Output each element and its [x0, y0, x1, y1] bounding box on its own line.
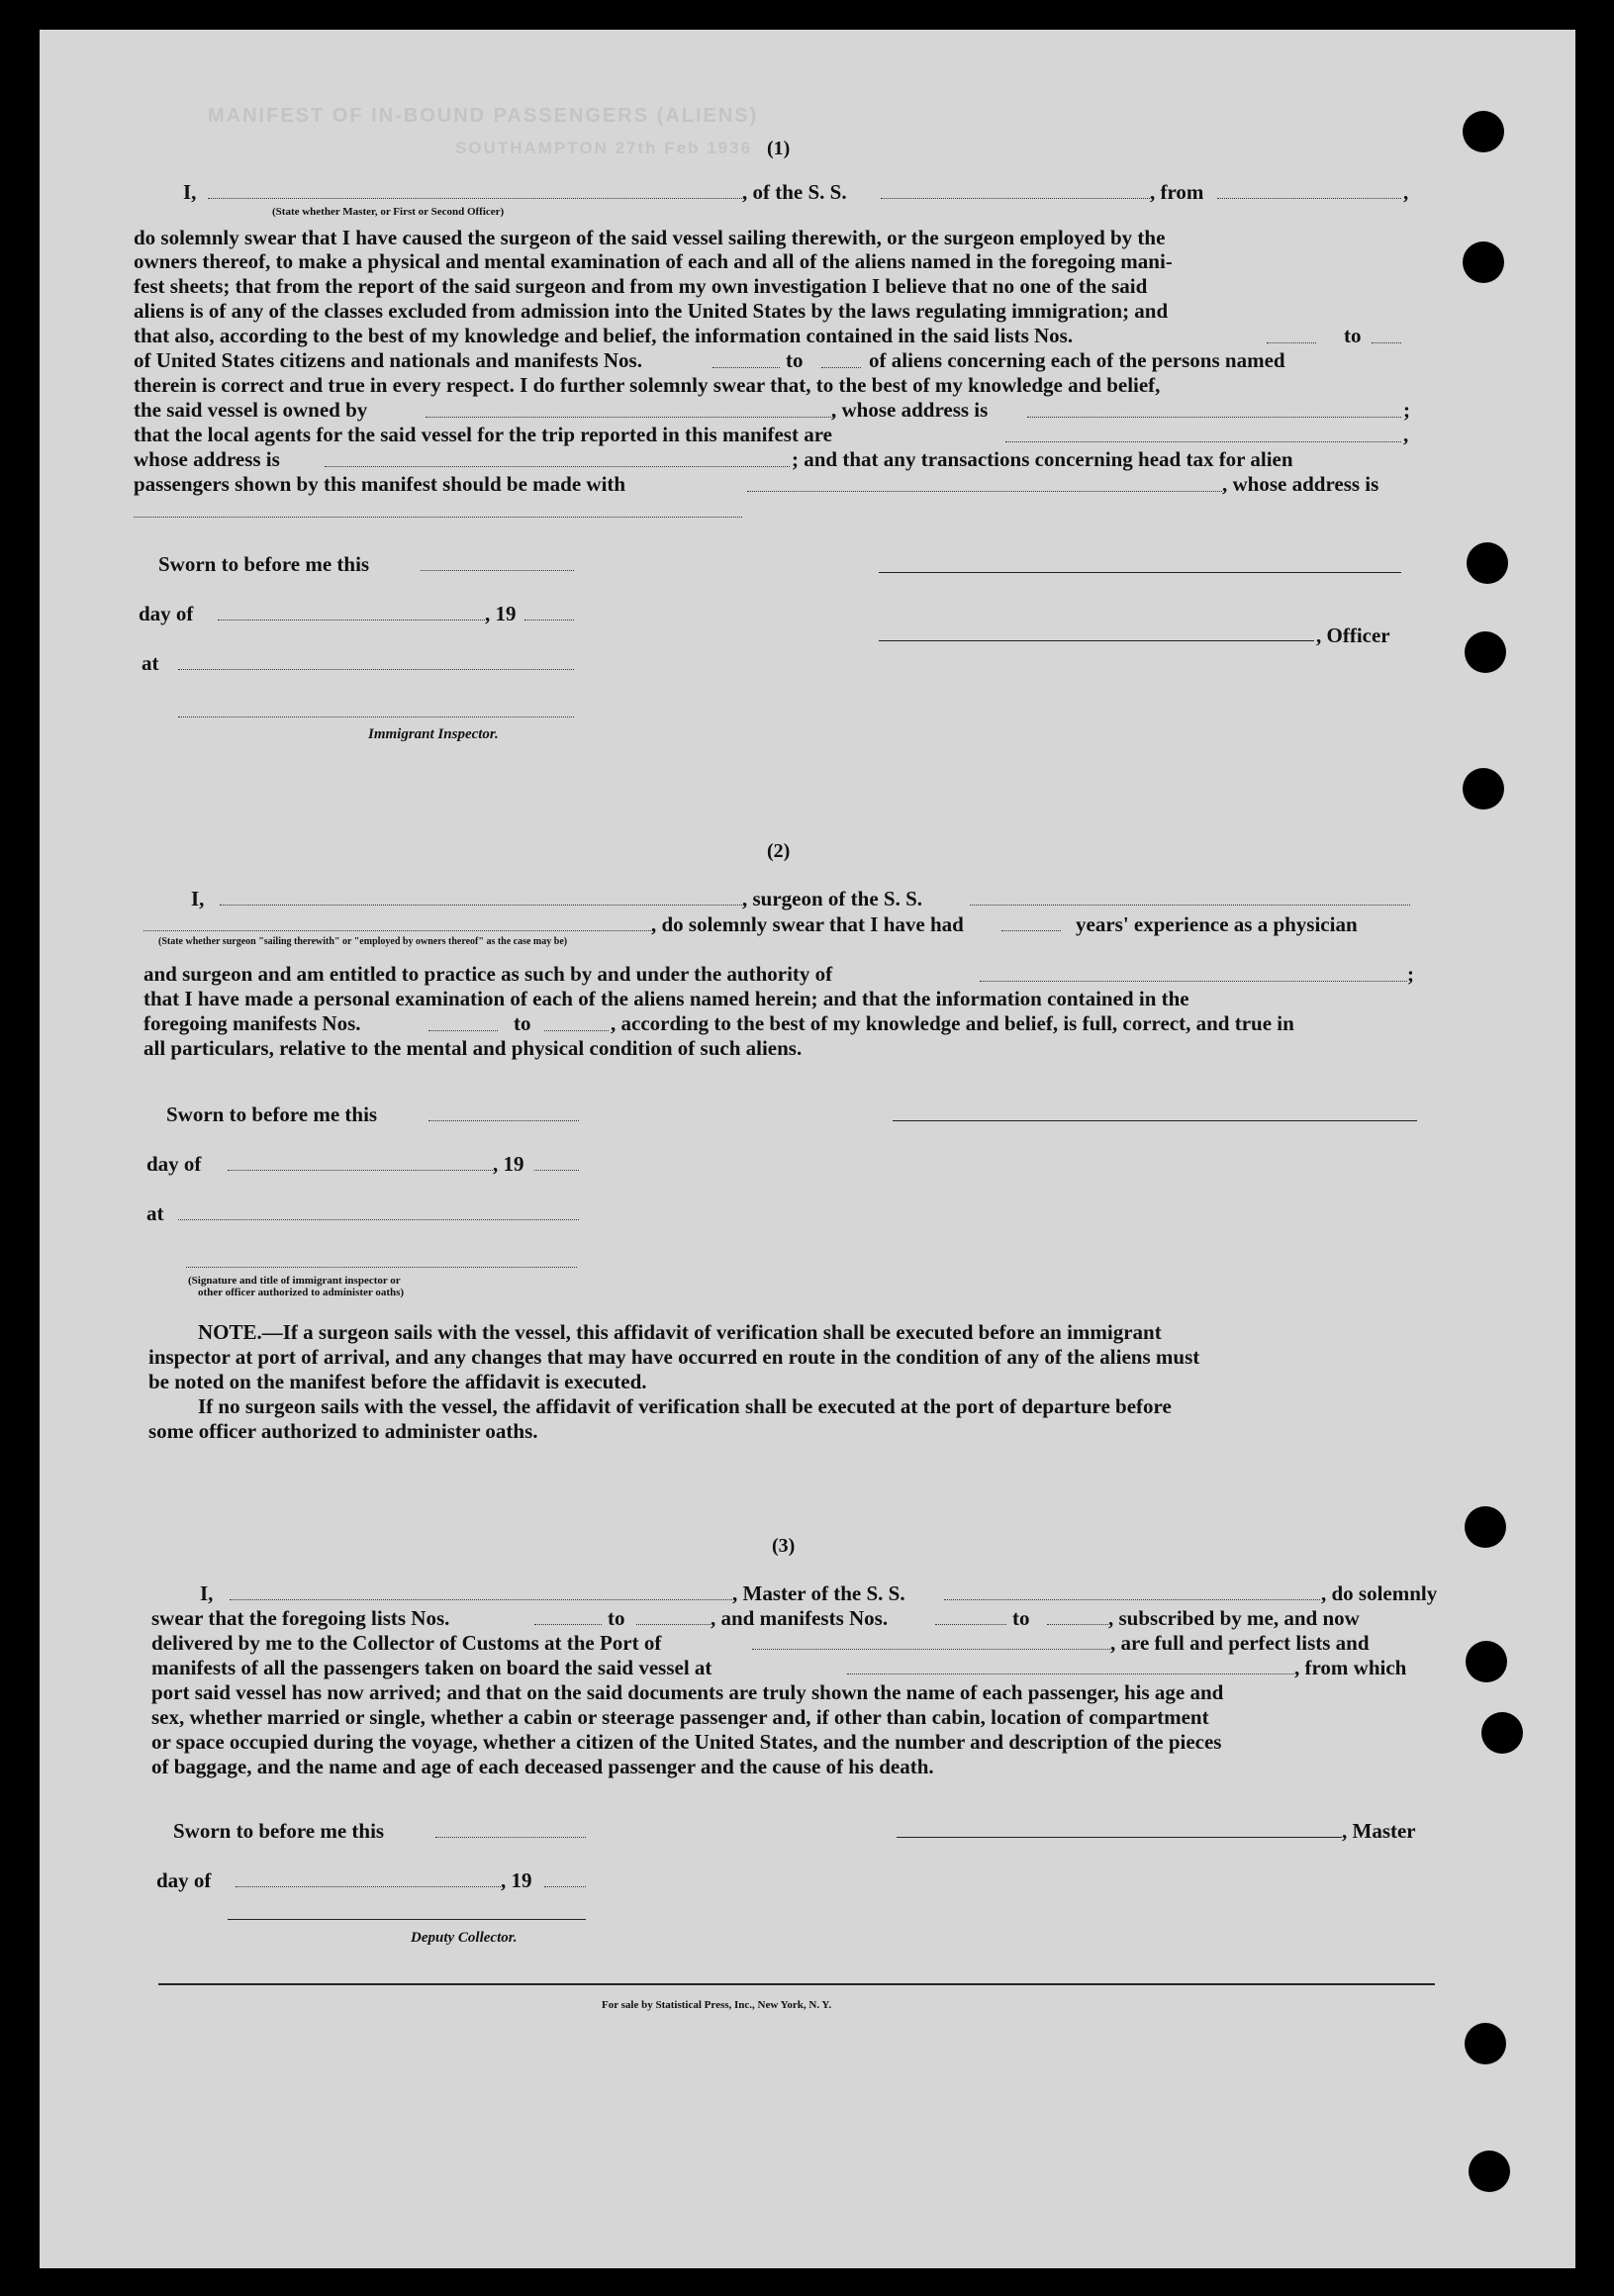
s1-headtax-address-field[interactable] — [134, 517, 742, 518]
s2-line5a: foregoing manifests Nos. — [143, 1011, 361, 1035]
s1-from-field[interactable] — [1217, 198, 1401, 199]
s1-line7b: to — [786, 348, 804, 372]
s2-surgeon-type-field[interactable] — [143, 930, 653, 931]
s3-lists-to-field[interactable] — [636, 1624, 711, 1625]
s1-line11a: whose address is — [134, 447, 280, 471]
s2-note-5: some officer authorized to administer oaths. — [148, 1419, 538, 1443]
s2-line2b: years' experience as a physician — [1076, 912, 1358, 936]
s3-line2c: , and manifests Nos. — [711, 1606, 889, 1630]
s3-day-field[interactable] — [236, 1886, 501, 1887]
s3-manifests-to-field[interactable] — [1047, 1624, 1108, 1625]
s1-day-field[interactable] — [218, 620, 485, 621]
punch-hole — [1465, 2023, 1506, 2064]
s2-years-field[interactable] — [1001, 930, 1061, 931]
s3-line2e: , subscribed by me, and now — [1108, 1606, 1360, 1630]
s1-owner-field[interactable] — [426, 417, 833, 418]
s1-manifests-from-field[interactable] — [712, 367, 780, 368]
s1-line1-i: I, — [183, 180, 197, 204]
s2-vessel-field[interactable] — [970, 905, 1410, 906]
s1-day-label: day of — [139, 602, 194, 625]
s2-note-4: If no surgeon sails with the vessel, the affidavit of verification shall be executed at the port of departure before — [198, 1394, 1172, 1418]
s3-line8: of baggage, and the name and age of each deceased passenger and the cause of his death. — [151, 1755, 934, 1778]
s3-master-signature-line[interactable] — [897, 1837, 1342, 1838]
s3-master-name-field[interactable] — [230, 1599, 732, 1600]
s1-year-field[interactable] — [524, 620, 574, 621]
s2-line5b: to — [514, 1011, 531, 1035]
s1-lists-to-field[interactable] — [1372, 342, 1401, 343]
s3-line3a: delivered by me to the Collector of Customs at the Port of — [151, 1631, 662, 1655]
bleed-through-port: SOUTHAMPTON 27th Feb 1936 — [455, 139, 753, 157]
s1-line8: therein is correct and true in every respect. I do further solemnly swear that, to the best of my knowledge and belief, — [134, 373, 1161, 397]
s2-note-3: be noted on the manifest before the affidavit is executed. — [148, 1370, 647, 1393]
punch-hole — [1463, 241, 1504, 283]
s2-manifests-to-field[interactable] — [544, 1030, 609, 1031]
section-3-number: (3) — [772, 1535, 796, 1557]
s2-authority-field[interactable] — [980, 981, 1407, 982]
s1-line6a: that also, according to the best of my knowledge and belief, the information contained in the said lists Nos. — [134, 324, 1074, 347]
s3-deputy-label: Deputy Collector. — [411, 1930, 518, 1946]
s1-line5: aliens is of any of the classes excluded from admission into the United States by the laws regulating immigration; and — [134, 299, 1169, 323]
s2-line2a: , do solemnly swear that I have had — [651, 912, 964, 936]
s1-at-label: at — [142, 651, 159, 675]
s1-officer-name-line[interactable] — [879, 640, 1314, 641]
s1-line1-ss: , of the S. S. — [742, 180, 847, 204]
punch-hole — [1466, 1641, 1507, 1682]
s2-sworn-label: Sworn to before me this — [166, 1102, 378, 1126]
s1-manifests-to-field[interactable] — [821, 367, 861, 368]
s2-year-label: , 19 — [493, 1152, 524, 1176]
s3-line5: port said vessel has now arrived; and that on the said documents are truly shown the name of each passenger, his age and — [151, 1680, 1224, 1704]
s3-line1a: I, — [200, 1581, 214, 1605]
s3-line4a: manifests of all the passengers taken on board the said vessel at — [151, 1656, 712, 1679]
s3-line7: or space occupied during the voyage, whether a citizen of the United States, and the number and description of the pieces — [151, 1730, 1222, 1754]
s3-line2d: to — [1012, 1606, 1030, 1630]
s1-line10a: that the local agents for the said vessel for the trip reported in this manifest are — [134, 423, 832, 446]
section-2-number: (2) — [767, 840, 791, 862]
punch-hole — [1463, 111, 1504, 152]
s2-sworn-field[interactable] — [428, 1120, 579, 1121]
s2-day-field[interactable] — [228, 1170, 493, 1171]
s3-vessel-field[interactable] — [944, 1599, 1320, 1600]
s1-line6b: to — [1344, 324, 1362, 347]
s1-line4: fest sheets; that from the report of the said surgeon and from my own investigation I believe that no one of the said — [134, 274, 1148, 298]
s1-line1-comma: , — [1403, 180, 1409, 204]
s1-line9b: , whose address is — [831, 398, 989, 422]
s2-day-label: day of — [146, 1152, 202, 1176]
punch-hole — [1465, 631, 1506, 673]
s2-at-field[interactable] — [178, 1219, 579, 1220]
s2-line1b: , surgeon of the S. S. — [742, 887, 923, 910]
s3-manifests-from-field[interactable] — [935, 1624, 1006, 1625]
s3-year-field[interactable] — [544, 1886, 586, 1887]
s3-day-label: day of — [156, 1868, 212, 1892]
s3-line6: sex, whether married or single, whether a cabin or steerage passenger and, if other than cabin, location of compartment — [151, 1705, 1209, 1729]
s3-line2b: to — [608, 1606, 625, 1630]
s1-officer-note: (State whether Master, or First or Second Officer) — [272, 206, 505, 218]
s1-line12a: passengers shown by this manifest should be made with — [134, 472, 626, 496]
s1-line9a: the said vessel is owned by — [134, 398, 368, 422]
s2-surgeon-signature-line[interactable] — [893, 1120, 1417, 1121]
punch-hole — [1469, 2151, 1510, 2192]
s1-agents-field[interactable] — [1005, 441, 1401, 442]
document-page — [40, 30, 1575, 2268]
s2-officer-signature-field[interactable] — [186, 1267, 577, 1268]
s3-sworn-field[interactable] — [435, 1837, 586, 1838]
s1-inspector-label: Immigrant Inspector. — [368, 726, 499, 742]
s3-line4b: , from which — [1294, 1656, 1407, 1679]
s3-master-label: , Master — [1342, 1819, 1416, 1843]
s1-line1-from: , from — [1150, 180, 1204, 204]
s3-port-field[interactable] — [752, 1649, 1110, 1650]
s2-manifests-from-field[interactable] — [428, 1030, 498, 1031]
s1-at-field[interactable] — [178, 669, 574, 670]
s1-sworn-label: Sworn to before me this — [158, 552, 370, 576]
punch-hole — [1481, 1712, 1523, 1754]
s2-surgeon-note: (State whether surgeon "sailing therewith" or "employed by owners thereof" as the case may be) — [158, 936, 568, 947]
s1-year-label: , 19 — [485, 602, 517, 625]
s1-officer-label: , Officer — [1316, 623, 1390, 647]
s1-line2: do solemnly swear that I have caused the surgeon of the said vessel sailing therewith, or the surgeon employed by the — [134, 226, 1166, 249]
s1-agents-address-field[interactable] — [325, 466, 790, 467]
footer-publisher: For sale by Statistical Press, Inc., New York, N. Y. — [602, 1999, 832, 2011]
s1-lists-from-field[interactable] — [1267, 342, 1316, 343]
s1-line7a: of United States citizens and nationals and manifests Nos. — [134, 348, 642, 372]
s1-line3: owners thereof, to make a physical and mental examination of each and all of the aliens named in the foregoing mani- — [134, 249, 1173, 273]
s2-note-1: NOTE.—If a surgeon sails with the vessel, this affidavit of verification shall be executed before an immigrant — [198, 1320, 1162, 1344]
s2-year-field[interactable] — [534, 1170, 579, 1171]
s3-deputy-signature-line[interactable] — [228, 1919, 586, 1920]
s1-officer-field[interactable] — [208, 198, 744, 199]
s3-lists-from-field[interactable] — [534, 1624, 602, 1625]
s1-line10b: , — [1403, 423, 1409, 446]
s2-sig-note-2: other officer authorized to administer oaths) — [198, 1287, 405, 1298]
footer-rule — [158, 1983, 1435, 1985]
bleed-through-heading: MANIFEST OF IN-BOUND PASSENGERS (ALIENS) — [208, 105, 759, 127]
s1-sworn-field[interactable] — [421, 570, 574, 571]
s1-vessel-field[interactable] — [881, 198, 1150, 199]
s2-surgeon-name-field[interactable] — [220, 905, 744, 906]
s3-year-label: , 19 — [501, 1868, 532, 1892]
s1-officer-signature-line[interactable] — [879, 572, 1401, 573]
s3-sworn-label: Sworn to before me this — [173, 1819, 385, 1843]
s1-line11b: ; and that any transactions concerning head tax for alien — [792, 447, 1293, 471]
s1-owner-address-field[interactable] — [1027, 417, 1401, 418]
s2-line3b: ; — [1407, 962, 1414, 986]
punch-hole — [1463, 768, 1504, 810]
s1-line7c: of aliens concerning each of the persons named — [869, 348, 1285, 372]
s3-line2a: swear that the foregoing lists Nos. — [151, 1606, 450, 1630]
s3-line3b: , are full and perfect lists and — [1110, 1631, 1370, 1655]
s1-line9c: ; — [1403, 398, 1410, 422]
punch-hole — [1467, 542, 1508, 584]
section-1-number: (1) — [767, 138, 791, 159]
s3-line1b: , Master of the S. S. — [732, 1581, 905, 1605]
s1-inspector-signature-field[interactable] — [178, 717, 574, 718]
s2-line1a: I, — [191, 887, 205, 910]
punch-hole — [1465, 1506, 1506, 1548]
s2-at-label: at — [146, 1201, 164, 1225]
s2-line6: all particulars, relative to the mental and physical condition of such aliens. — [143, 1036, 803, 1060]
s2-line5c: , according to the best of my knowledge and belief, is full, correct, and true in — [611, 1011, 1294, 1035]
s3-line1c: , do solemnly — [1321, 1581, 1438, 1605]
s2-line3a: and surgeon and am entitled to practice as such by and under the authority of — [143, 962, 833, 986]
s2-sig-note-1: (Signature and title of immigrant inspector or — [188, 1275, 401, 1287]
s2-line4: that I have made a personal examination of each of the aliens named herein; and that the information contained in the — [143, 987, 1189, 1010]
s2-note-2: inspector at port of arrival, and any changes that may have occurred en route in the condition of any of the aliens must — [148, 1345, 1200, 1369]
s1-headtax-field[interactable] — [747, 491, 1222, 492]
s1-line12b: , whose address is — [1222, 472, 1379, 496]
